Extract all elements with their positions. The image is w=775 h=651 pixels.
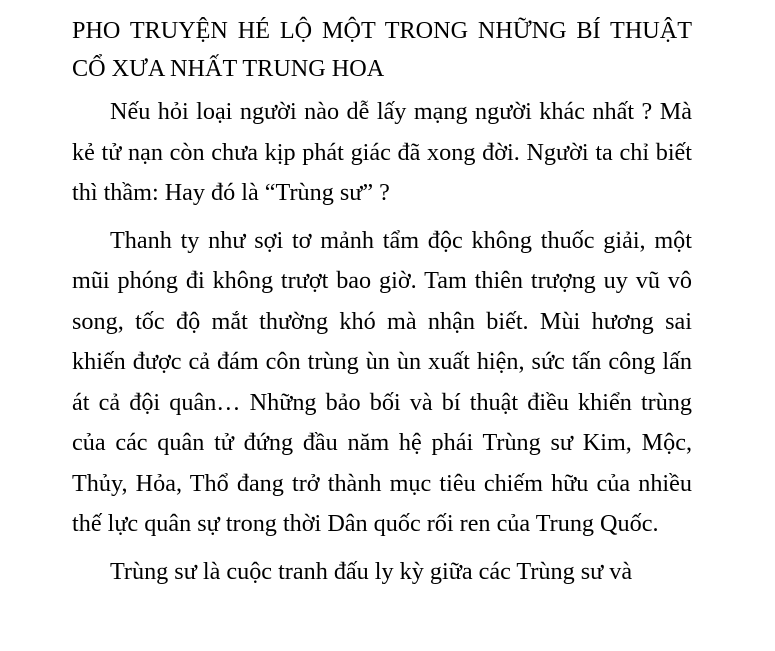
paragraph-summary: Trùng sư là cuộc tranh đấu ly kỳ giữa các Trùng sư và	[110, 557, 633, 585]
document-page	[72, 12, 692, 592]
paragraph-treasures: Thanh ty như sợi tơ mảnh tẩm độc không thuốc giải, một mũi phóng đi không trượt bao giờ. Tam thiên trượng uy vũ vô song, tốc độ mắt thường khó mà nhận biết. Mùi hương sai khiến được cả đám côn trùng ùn ùn xuất hiện, sức tấn công lấn át cả đội quân… Những bảo bối và bí thuật điều khiển trùng của các quân tử đứng đầu năm hệ phái Trùng sư Kim, Mộc, Thủy, Hỏa, Thổ đang trở thành mục tiêu chiếm hữu của nhiều thế lực quân sự trong thời Dân quốc rối ren của Trung Quốc.	[72, 226, 692, 537]
paragraph-intro: Nếu hỏi loại người nào dễ lấy mạng người khác nhất ? Mà kẻ tử nạn còn chưa kịp phát giác đã xong đời. Người ta chỉ biết thì thầm: Hay đó là “Trùng sư” ?	[72, 98, 692, 206]
document-title: PHO TRUYỆN HÉ LỘ MỘT TRONG NHỮNG BÍ THUẬT CỔ XƯA NHẤT TRUNG HOA	[72, 17, 692, 82]
